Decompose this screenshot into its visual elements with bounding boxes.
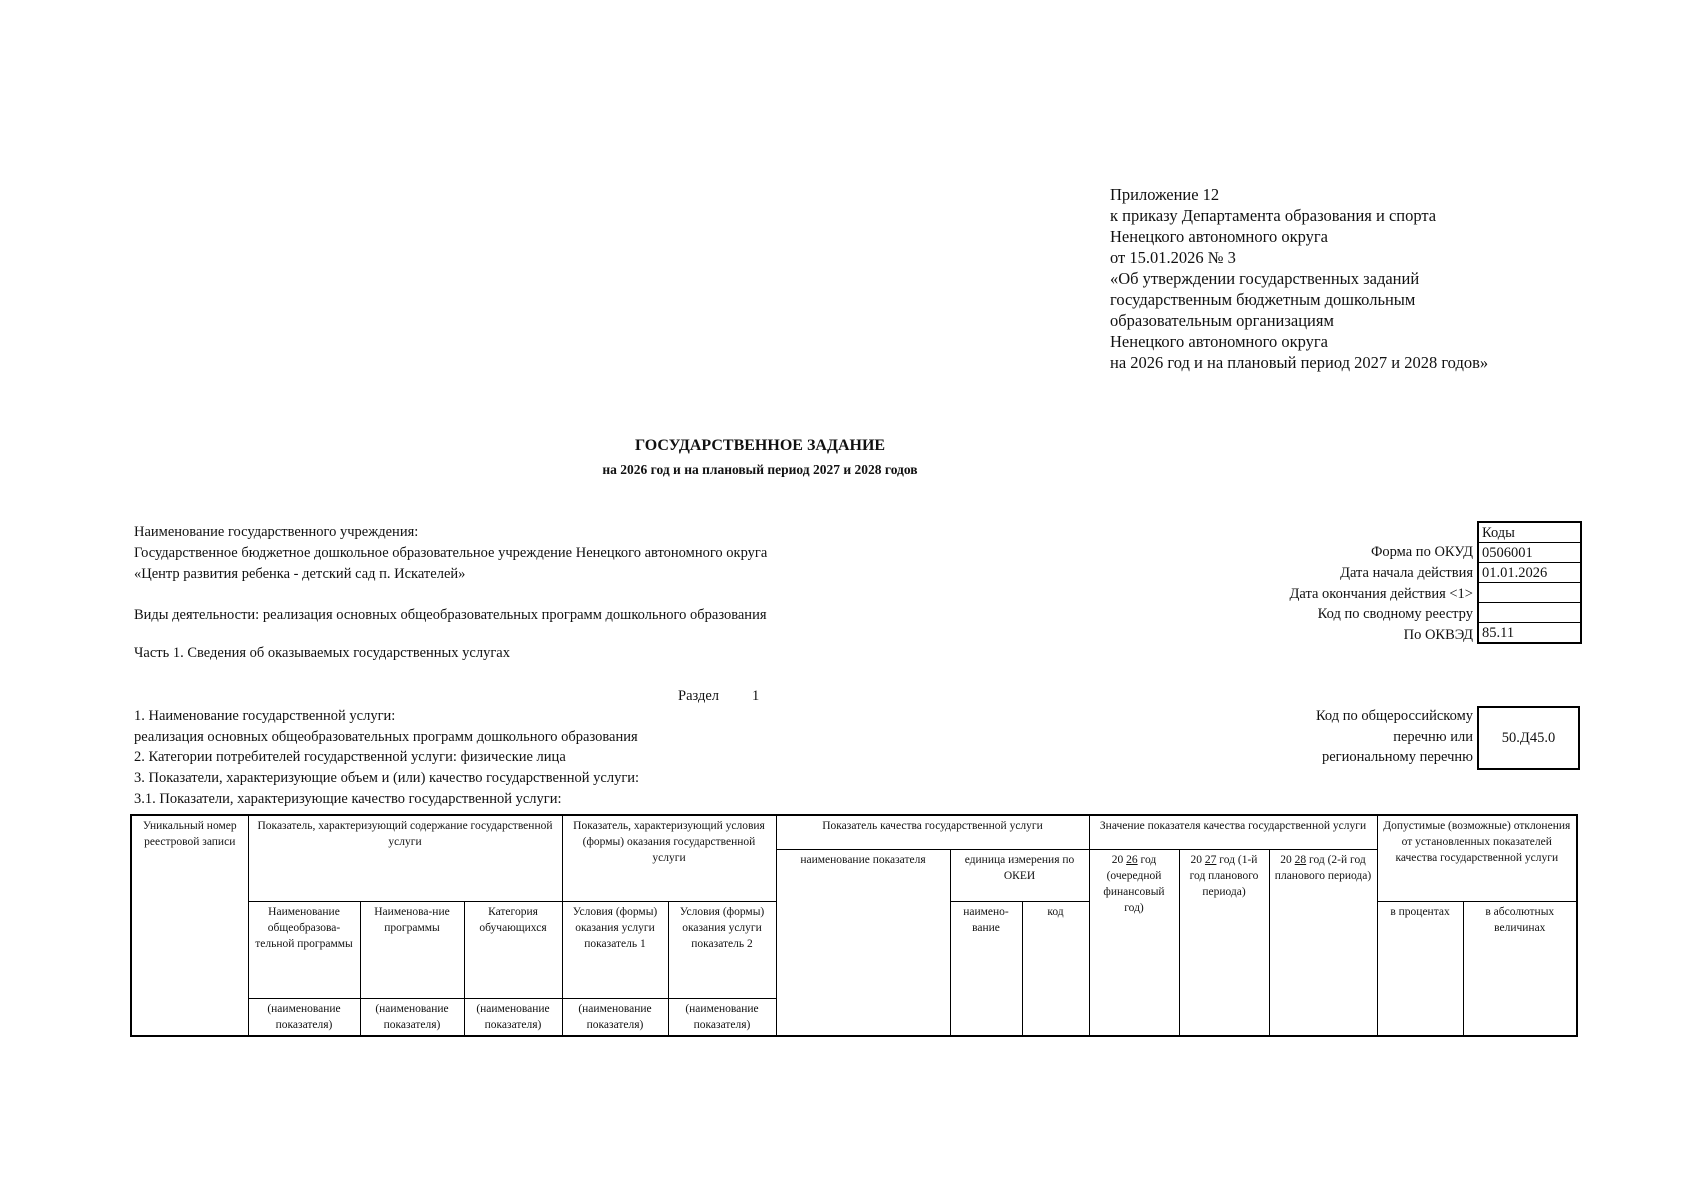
sub-condition-2: Условия (формы) оказания услуги показатель 2 xyxy=(668,901,776,998)
indicator-caption: (наименование показателя) xyxy=(464,998,562,1036)
th-year-3 xyxy=(1269,849,1377,1036)
year-3-caption: год (2-й год планового периода) xyxy=(1274,853,1372,882)
service-line-5: 3.1. Показатели, характеризующие качество государственной услуги: xyxy=(134,791,562,807)
appendix-line: государственным бюджетным дошкольным xyxy=(1110,290,1416,309)
appendix-line: к приказу Департамента образования и спорта xyxy=(1110,206,1437,225)
th-deviation: Допустимые (возможные) отклонения от установленных показателей качества государственной услуги xyxy=(1377,815,1577,901)
th-value: Значение показателя качества государственной услуги xyxy=(1089,815,1377,849)
appendix-block xyxy=(1110,184,1488,373)
year-2-caption: год (1-й год планового периода) xyxy=(1189,853,1259,898)
th-unique-number: Уникальный номер реестровой записи xyxy=(131,815,248,1036)
institution-label: Наименование государственного учреждения: xyxy=(134,524,419,540)
codes-table xyxy=(1477,521,1582,644)
th-quality: Показатель качества государственной услуги xyxy=(776,815,1089,849)
year-1-caption: год (очередной финансовый год) xyxy=(1103,853,1165,914)
part1-heading: Часть 1. Сведения об оказываемых государственных услугах xyxy=(134,645,510,661)
th-year-1 xyxy=(1089,849,1179,1036)
quality-indicators-table xyxy=(130,814,1578,1037)
institution-name-line2: «Центр развития ребенка - детский сад п. Искателей» xyxy=(134,566,466,582)
registry-label-1: Код по общероссийскому xyxy=(1315,708,1473,724)
year-2-value: 27 xyxy=(1204,853,1217,866)
sub-dev-absolute: в абсолютных величинах xyxy=(1463,901,1577,1036)
service-line-1: 1. Наименование государственной услуги: xyxy=(134,708,396,724)
sub-unit-code: код xyxy=(1022,901,1089,1036)
indicator-caption: (наименование показателя) xyxy=(562,998,668,1036)
section-number: 1 xyxy=(752,688,760,704)
sub-category: Категория обучающихся xyxy=(464,901,562,998)
appendix-line: «Об утверждении государственных заданий xyxy=(1110,269,1420,288)
sub-program: Наименова-ние программы xyxy=(360,901,464,998)
appendix-line: на 2026 год и на плановый период 2027 и 2028 годов» xyxy=(1110,353,1489,372)
th-conditions: Показатель, характеризующий условия (формы) оказания государственной услуги xyxy=(562,815,776,901)
th-content: Показатель, характеризующий содержание государственной услуги xyxy=(248,815,562,901)
codes-label-okved: По ОКВЭД xyxy=(1403,627,1473,643)
year-3-value: 28 xyxy=(1294,853,1307,866)
codes-label-okud: Форма по ОКУД xyxy=(1370,544,1473,560)
codes-label-end: Дата окончания действия <1> xyxy=(1289,586,1473,602)
sub-condition-1: Условия (формы) оказания услуги показатель 1 xyxy=(562,901,668,998)
year-1-prefix: 20 xyxy=(1111,853,1124,866)
codes-header: Коды xyxy=(1478,522,1581,543)
institution-name-line1: Государственное бюджетное дошкольное образовательное учреждение Ненецкого автономного округа xyxy=(134,545,768,561)
appendix-line: Приложение 12 xyxy=(1110,185,1220,204)
indicator-caption: (наименование показателя) xyxy=(360,998,464,1036)
service-line-3: 2. Категории потребителей государственной услуги: физические лица xyxy=(134,749,566,765)
indicator-caption: (наименование показателя) xyxy=(248,998,360,1036)
registry-label-2: перечню или xyxy=(1393,729,1473,745)
registry-code-box: 50.Д45.0 xyxy=(1477,706,1580,770)
year-1-value: 26 xyxy=(1126,853,1138,866)
section-label: Раздел xyxy=(678,688,720,704)
codes-okud-value: 0506001 xyxy=(1478,543,1581,563)
sub-dev-percent: в процентах xyxy=(1377,901,1463,1036)
codes-start-value: 01.01.2026 xyxy=(1478,563,1581,583)
year-3-prefix: 20 xyxy=(1280,853,1292,866)
indicator-caption: (наименование показателя) xyxy=(668,998,776,1036)
service-line-4: 3. Показатели, характеризующие объем и (или) качество государственной услуги: xyxy=(134,770,640,786)
codes-end-value xyxy=(1478,583,1581,603)
activities-line: Виды деятельности: реализация основных общеобразовательных программ дошкольного образования xyxy=(134,607,767,623)
sub-unit-name: наимено-вание xyxy=(950,901,1022,1036)
codes-label-registry: Код по сводному реестру xyxy=(1317,606,1473,622)
codes-registry-value xyxy=(1478,603,1581,623)
appendix-line: от 15.01.2026 № 3 xyxy=(1110,248,1236,267)
sub-program-name: Наименование общеобразова-тельной программы xyxy=(248,901,360,998)
appendix-line: Ненецкого автономного округа xyxy=(1110,227,1328,246)
document-title: ГОСУДАРСТВЕННОЕ ЗАДАНИЕ xyxy=(634,437,886,454)
registry-label-3: региональному перечню xyxy=(1321,749,1473,765)
year-2-prefix: 20 xyxy=(1190,853,1203,866)
appendix-line: Ненецкого автономного округа xyxy=(1110,332,1328,351)
th-indicator-name: наименование показателя xyxy=(776,849,950,1036)
appendix-line: образовательным организациям xyxy=(1110,311,1334,330)
th-unit-okei: единица измерения по ОКЕИ xyxy=(950,849,1089,901)
document-subtitle: на 2026 год и на плановый период 2027 и 2028 годов xyxy=(602,462,918,477)
codes-label-start: Дата начала действия xyxy=(1340,565,1473,581)
codes-okved-value: 85.11 xyxy=(1478,623,1581,644)
th-year-2 xyxy=(1179,849,1269,1036)
service-line-2: реализация основных общеобразовательных программ дошкольного образования xyxy=(134,729,638,745)
